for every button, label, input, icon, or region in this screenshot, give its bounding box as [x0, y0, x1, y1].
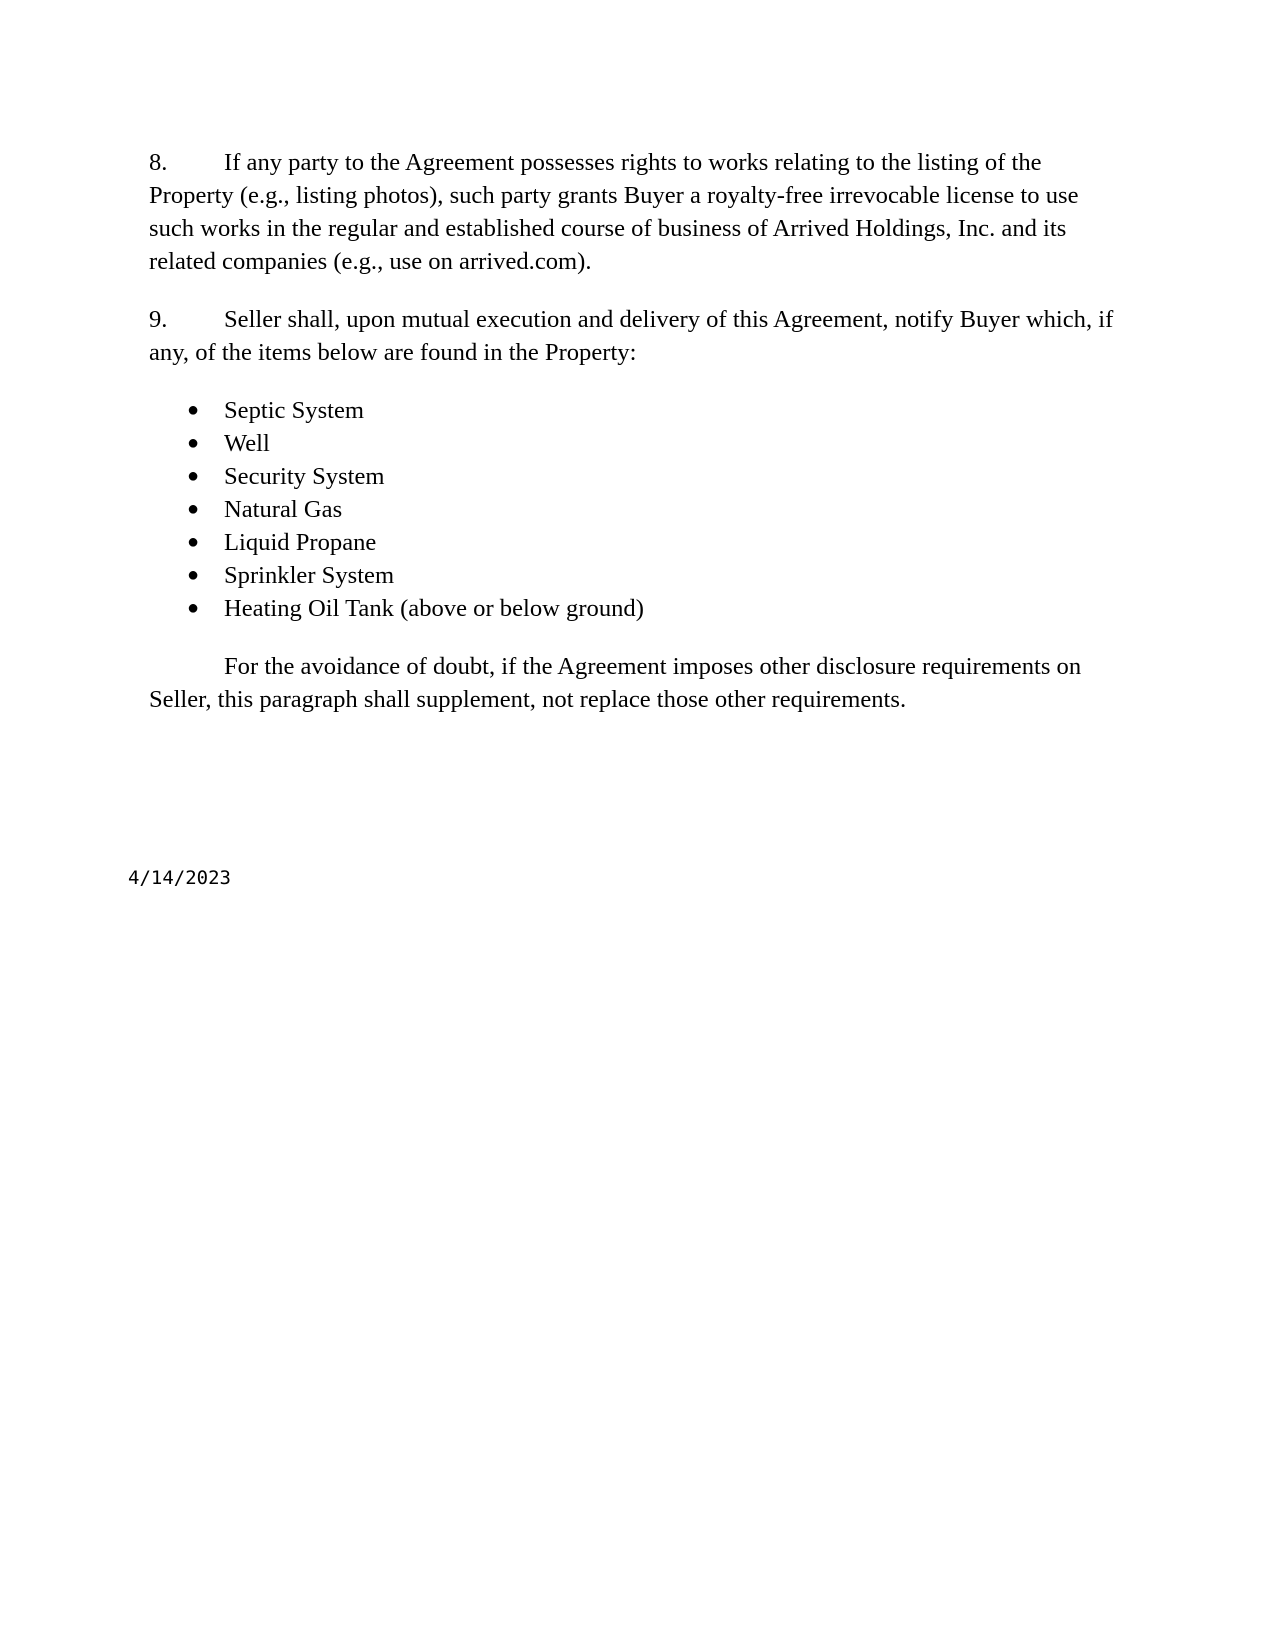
list-item [149, 526, 1124, 559]
list-item-text: Liquid Propane [224, 529, 377, 556]
paragraph-text: Seller shall, upon mutual execution and delivery of this Agreement, notify Buyer which, if any, of the items below are found in the Property: [149, 306, 1114, 366]
bullet-icon: ● [187, 531, 200, 553]
list-item-text: Well [224, 430, 270, 457]
list-item-text: Security System [224, 463, 385, 490]
list-item [149, 394, 1124, 427]
paragraph-8 [149, 146, 1124, 278]
document-body [149, 146, 1124, 741]
property-items-list [149, 394, 1124, 625]
list-item [149, 592, 1124, 625]
closing-paragraph [149, 650, 1124, 716]
bullet-icon: ● [187, 399, 200, 421]
list-item [149, 493, 1124, 526]
list-item [149, 427, 1124, 460]
paragraph-text: If any party to the Agreement possesses rights to works relating to the listing of the Property (e.g., listing photos), such party grants Buyer a royalty-free irrevocable license to use such works in the regular and established course of business of Arrived Holdings, Inc. and its related companies (e.g., use on arrived.com). [149, 149, 1079, 275]
list-item-text: Sprinkler System [224, 562, 395, 589]
bullet-icon: ● [187, 498, 200, 520]
bullet-icon: ● [187, 465, 200, 487]
paragraph-number: 8. [149, 149, 168, 176]
paragraph-9 [149, 303, 1124, 369]
bullet-icon: ● [187, 432, 200, 454]
bullet-icon: ● [187, 564, 200, 586]
list-item [149, 460, 1124, 493]
list-item-text: Heating Oil Tank (above or below ground) [224, 595, 644, 622]
list-item [149, 559, 1124, 592]
list-item-text: Septic System [224, 397, 365, 424]
closing-text: For the avoidance of doubt, if the Agreement imposes other disclosure requirements on Seller, this paragraph shall supplement, not replace those other requirements. [149, 653, 1082, 713]
footer-date: 4/14/2023 [128, 867, 231, 889]
list-item-text: Natural Gas [224, 496, 343, 523]
paragraph-number: 9. [149, 306, 168, 333]
bullet-icon: ● [187, 597, 200, 619]
